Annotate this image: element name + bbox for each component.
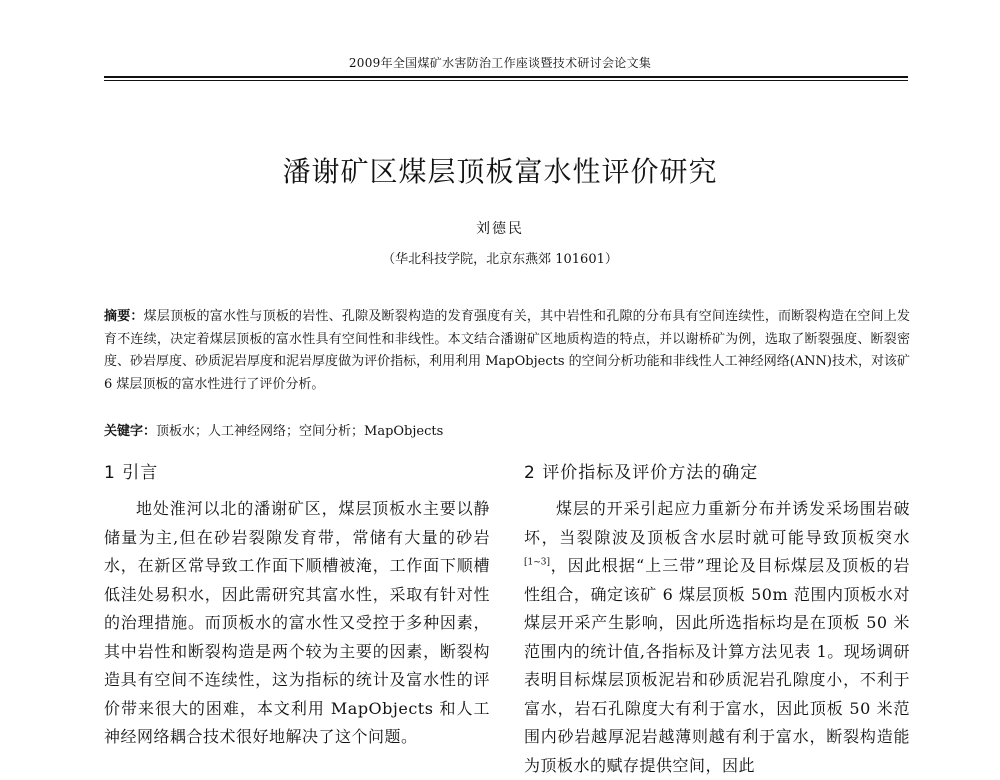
- keywords: [104, 421, 910, 443]
- section-1-heading: 1 引言: [104, 463, 159, 483]
- section-1-body: [104, 495, 490, 752]
- author-name: 刘德民: [476, 221, 524, 237]
- header-rule: [104, 76, 908, 81]
- section-2-text-b: ，因此根据“上三带”理论及目标煤层及顶板的岩性组合，确定该矿 6 煤层顶板 50m 范围内顶板水对煤层开采产生影响，因此所选指标均是在顶板 50 米范围内的统计值,各指标及计算方法见表 1。现场调研表明目标煤层顶板泥岩和砂质泥岩孔隙度小，不利于富水，岩石孔隙度大有利于富水，因此顶板 50 米范围内砂岩越厚泥岩越薄则越有利于富水，断裂构造能为顶板水的赋存提供空间，因此: [524, 556, 910, 775]
- keywords-text: 顶板水；人工神经网络；空间分析；MapObjects: [156, 424, 444, 439]
- author-affiliation: （华北科技学院，北京东燕郊 101601）: [382, 252, 618, 267]
- section-2-heading: 2 评价指标及评价方法的确定: [524, 463, 759, 483]
- section-2-paragraph: [524, 495, 910, 780]
- abstract: [104, 306, 910, 396]
- section-1-paragraph: 地处淮河以北的潘谢矿区，煤层顶板水主要以静储量为主,但在砂岩裂隙发育带，常储有大量的砂岩水，在新区常导致工作面下顺槽被淹，工作面下顺槽低洼处易积水，因此需研究其富水性，采取有针对性的治理措施。而顶板水的富水性又受控于多种因素，其中岩性和断裂构造是两个较为主要的因素，断裂构造具有空间不连续性，这为指标的统计及富水性的评价带来很大的困难，本文利用 MapObjects 和人工神经网络耦合技术很好地解决了这个问题。: [104, 499, 490, 746]
- citation-ref: [1~3]: [524, 557, 551, 568]
- keywords-label: 关键字：: [104, 424, 157, 439]
- abstract-text: 煤层顶板的富水性与顶板的岩性、孔隙及断裂构造的发育强度有关，其中岩性和孔隙的分布具有空间连续性，而断裂构造在空间上发育不连续，决定着煤层顶板的富水性具有空间性和非线性。本文结合潘谢矿区地质构造的特点，并以谢桥矿为例，选取了断裂强度、断裂密度、砂岩厚度、砂质泥岩厚度和泥岩厚度做为评价指标，利用利用 MapObjects 的空间分析功能和非线性人工神经网络(ANN)技术，对该矿 6 煤层顶板的富水性进行了评价分析。: [104, 309, 910, 392]
- running-header: 2009年全国煤矿水害防治工作座谈暨技术研讨会论文集: [348, 56, 652, 70]
- section-2-text-a: 煤层的开采引起应力重新分布并诱发采场围岩破坏，当裂隙波及顶板含水层时就可能导致顶板突水: [524, 499, 910, 547]
- abstract-label: 摘要：: [104, 309, 144, 324]
- section-2-body: [524, 495, 910, 780]
- paper-title: 潘谢矿区煤层顶板富水性评价研究: [282, 155, 718, 188]
